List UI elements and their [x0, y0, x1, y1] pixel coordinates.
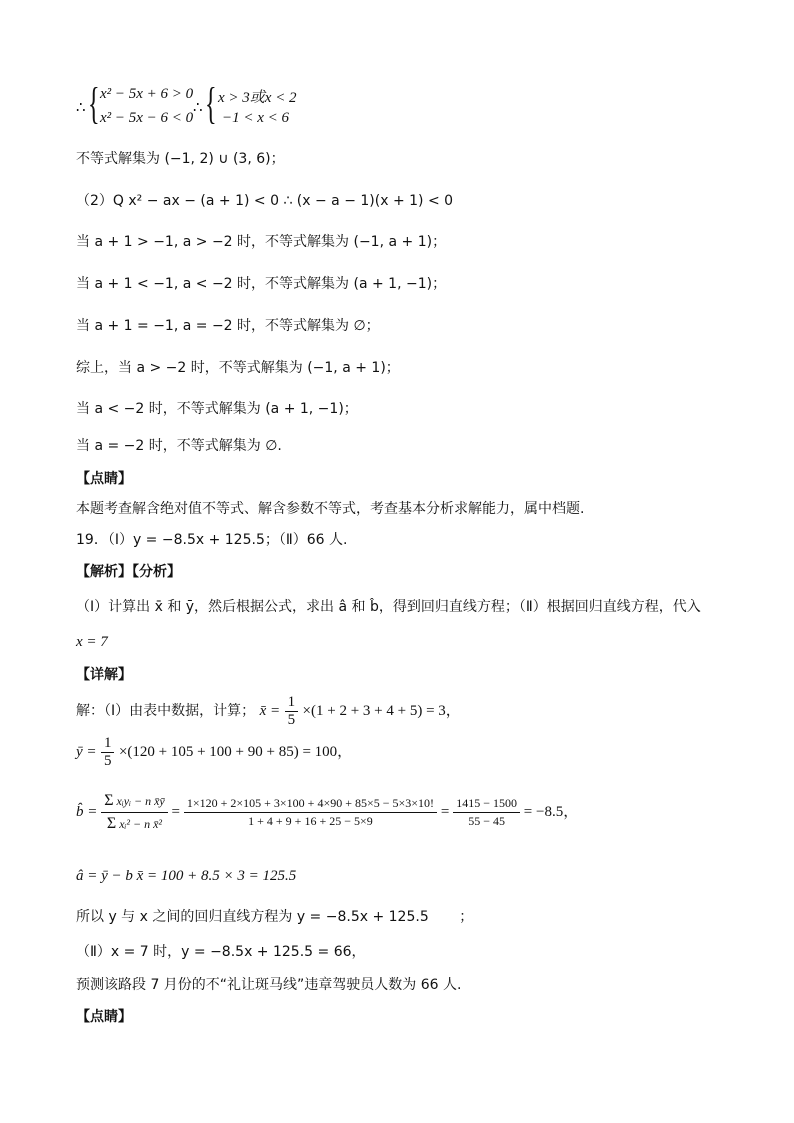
left-brace-1: {	[88, 79, 100, 128]
solution-set-line: 不等式解集为 (−1, 2) ∪ (3, 6)；	[76, 151, 285, 167]
summary1-line: 综上，当 a > −2 时，不等式解集为 (−1, a + 1)；	[76, 360, 400, 376]
xbar-fraction	[285, 694, 299, 729]
xbar-equation	[76, 693, 461, 729]
bhat-num-expr: xᵢyᵢ − n x̄ȳ	[116, 794, 165, 808]
inequality-b: x² − 5x − 6 < 0	[100, 110, 194, 126]
part2-line: （2）Q x² − ax − (a + 1) < 0 ∴ (x − a − 1)(x + 1) < 0	[76, 193, 454, 209]
ybar-equation	[76, 734, 352, 770]
xbar-fraction-numerator: 1	[285, 694, 299, 712]
sigma-icon-2: Σ	[106, 815, 117, 832]
ybar-fraction-denominator: 5	[103, 752, 112, 769]
xbar-lhs: x̄ =	[259, 703, 281, 719]
ahat-equation: â = ȳ − b x̄ = 100 + 8.5 × 3 = 125.5	[76, 868, 297, 884]
case1-line: 当 a + 1 > −1, a > −2 时，不等式解集为 (−1, a + 1)；	[76, 234, 447, 250]
part2b-line: （Ⅱ）x = 7 时，y = −8.5x + 125.5 = 66，	[76, 944, 366, 960]
bhat-eq-1: =	[171, 804, 181, 820]
bhat-fraction-1-denominator	[101, 813, 168, 835]
xbar-prefix: 解：（Ⅰ）由表中数据，计算；	[76, 703, 256, 719]
case2-line: 当 a + 1 < −1, a < −2 时，不等式解集为 (a + 1, −1)；	[76, 276, 447, 292]
regression-text: 所以 y 与 x 之间的回归直线方程为 y = −8.5x + 125.5	[76, 909, 429, 925]
bhat-fraction-1-numerator	[101, 790, 168, 813]
comment-line: 本题考查解含绝对值不等式、解含参数不等式，考查基本分析求解能力，属中档题.	[76, 501, 585, 517]
left-brace-2: {	[205, 79, 217, 128]
sigma-icon: Σ	[104, 792, 114, 809]
section-heading-analysis: 【解析】【分析】	[76, 564, 181, 580]
regression-end: ；	[459, 909, 474, 925]
bhat-eq-2: =	[440, 804, 450, 820]
ybar-rhs: ×(120 + 105 + 100 + 90 + 85) = 100，	[118, 744, 353, 760]
therefore-symbol: ∴	[76, 100, 86, 116]
inequality-a: x² − 5x + 6 > 0	[100, 86, 194, 102]
ybar-fraction-numerator: 1	[101, 735, 115, 753]
xbar-rhs: ×(1 + 2 + 3 + 4 + 5) = 3，	[302, 703, 461, 719]
section-heading-detail: 【详解】	[76, 667, 132, 683]
bhat-fraction-3	[453, 795, 520, 830]
section-heading-dianjing: 【点睛】	[76, 471, 132, 487]
result-a: x > 3或x < 2	[218, 90, 297, 106]
bhat-fraction-3-denominator: 55 − 45	[468, 814, 505, 828]
bhat-fraction-1	[101, 790, 168, 835]
summary2-line: 当 a < −2 时，不等式解集为 (a + 1, −1)；	[76, 401, 358, 417]
therefore-symbol-2: ∴	[193, 100, 203, 116]
bhat-den-expr: xᵢ² − n x̄²	[119, 817, 163, 831]
prediction-line: 预测该路段 7 月份的不“礼让斑马线”违章驾驶员人数为 66 人.	[76, 977, 462, 993]
case3-line: 当 a + 1 = −1, a = −2 时，不等式解集为 ∅；	[76, 318, 380, 334]
analysis-line-1: （Ⅰ）计算出 x̄ 和 ȳ，然后根据公式，求出 â 和 b̂，得到回归直线方程；（Ⅱ）根据回归直线方程，代入	[76, 599, 701, 615]
answer-19-line: 19．（Ⅰ）y = −8.5x + 125.5；（Ⅱ）66 人.	[76, 532, 348, 548]
bhat-fraction-2	[184, 795, 437, 830]
bhat-lhs: b̂ =	[76, 804, 98, 820]
regression-line	[76, 908, 473, 926]
ybar-lhs: ȳ =	[76, 744, 97, 760]
bhat-fraction-2-denominator: 1 + 4 + 9 + 16 + 25 − 5×9	[248, 814, 373, 828]
xbar-fraction-denominator: 5	[287, 711, 296, 728]
result-b: −1 < x < 6	[222, 110, 290, 126]
bhat-result: = −8.5，	[523, 804, 579, 820]
summary3-line: 当 a = −2 时，不等式解集为 ∅.	[76, 438, 282, 454]
bhat-fraction-3-numerator: 1415 − 1500	[453, 795, 520, 813]
bhat-equation	[76, 782, 578, 842]
section-heading-dianjing-2: 【点睛】	[76, 1009, 132, 1025]
bhat-fraction-2-numerator: 1×120 + 2×105 + 3×100 + 4×90 + 85×5 − 5×3×10!	[184, 795, 437, 813]
analysis-line-2: x = 7	[76, 634, 108, 650]
ybar-fraction	[101, 735, 115, 770]
